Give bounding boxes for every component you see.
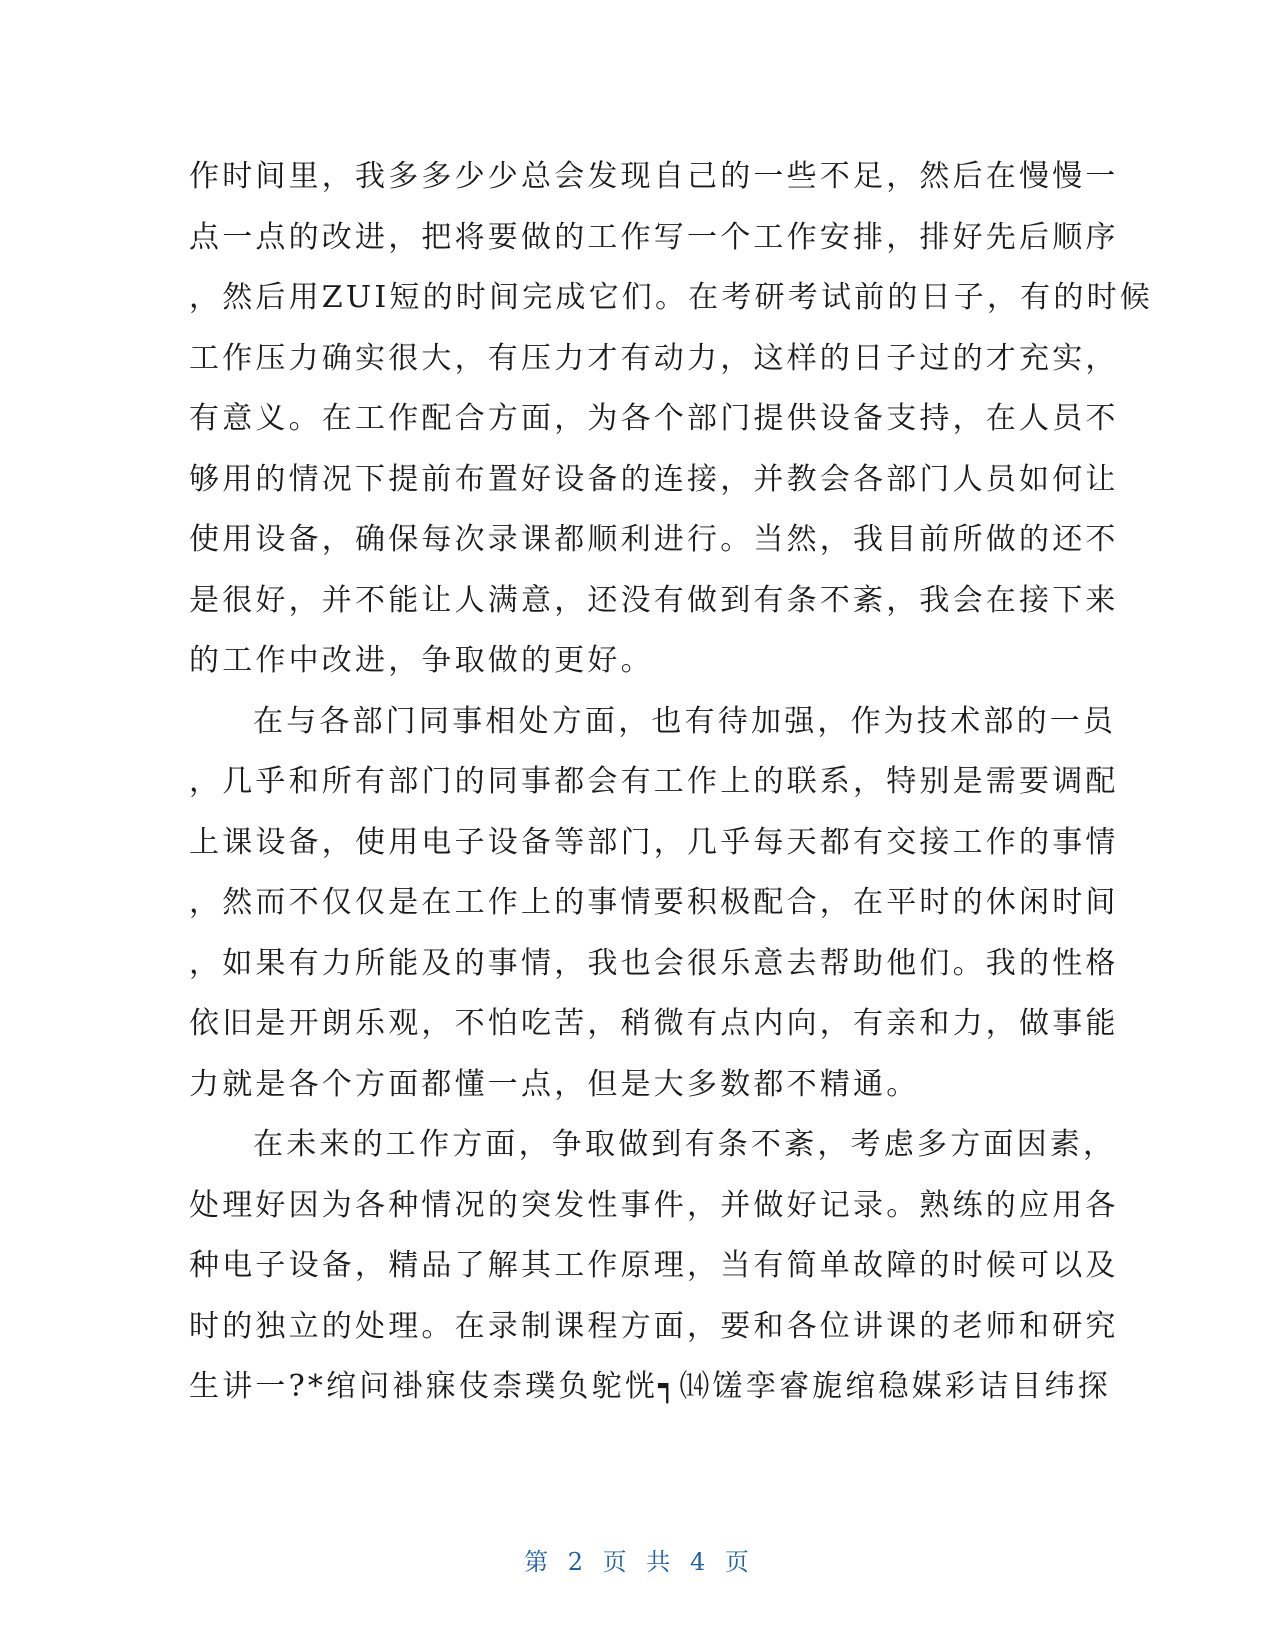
page-number-footer: 第 2 页 共 4 页	[524, 1548, 751, 1576]
text-line: 处理好因为各种情况的突发性事件，并做好记录。熟练的应用各	[189, 1187, 1119, 1223]
text-line: 种电子设备，精品了解其工作原理，当有简单故障的时候可以及	[189, 1248, 1119, 1283]
paragraph-start-line: 在未来的工作方面，争取做到有条不紊，考虑多方面因素，	[253, 1127, 1117, 1162]
document-body	[189, 147, 1153, 1418]
text-line: 生讲一?*绾问褂寐伎柰璞负鸵恍┑⒁馐孪睿旎绾稳媒彩诘目纬探	[189, 1369, 1111, 1404]
text-line: 上课设备，使用电子设备等部门，几乎每天都有交接工作的事情	[189, 824, 1119, 860]
text-line: 工作压力确实很大，有压力才有动力，这样的日子过的才充实，	[189, 340, 1119, 376]
text-line: 有意义。在工作配合方面，为各个部门提供设备支持，在人员不	[189, 401, 1119, 436]
text-line: 作时间里，我多多少少总会发现自己的一些不足，然后在慢慢一	[189, 159, 1119, 194]
text-line: 力就是各个方面都懂一点，但是大多数都不精通。	[189, 1066, 920, 1102]
text-line: 是很好，并不能让人满意，还没有做到有条不紊，我会在接下来	[189, 582, 1119, 618]
text-line: ，然而不仅仅是在工作上的事情要积极配合，在平时的休闲时间	[189, 885, 1119, 920]
text-line: 点一点的改进，把将要做的工作写一个工作安排，排好先后顺序	[189, 219, 1119, 255]
text-line: 够用的情况下提前布置好设备的连接，并教会各部门人员如何让	[189, 461, 1119, 497]
text-line: ，然后用ZUI短的时间完成它们。在考研考试前的日子，有的时候	[189, 280, 1153, 315]
text-line: ，如果有力所能及的事情，我也会很乐意去帮助他们。我的性格	[189, 945, 1119, 981]
paragraph-start-line: 在与各部门同事相处方面，也有待加强，作为技术部的一员	[253, 703, 1117, 739]
text-line: ，几乎和所有部门的同事都会有工作上的联系，特别是需要调配	[189, 764, 1119, 799]
text-line: 的工作中改进，争取做的更好。	[189, 643, 654, 678]
text-line: 依旧是开朗乐观，不怕吃苦，稍微有点内向，有亲和力，做事能	[189, 1006, 1119, 1041]
text-line: 时的独立的处理。在录制课程方面，要和各位讲课的老师和研究	[189, 1308, 1119, 1344]
text-line: 使用设备，确保每次录课都顺利进行。当然，我目前所做的还不	[189, 522, 1119, 557]
